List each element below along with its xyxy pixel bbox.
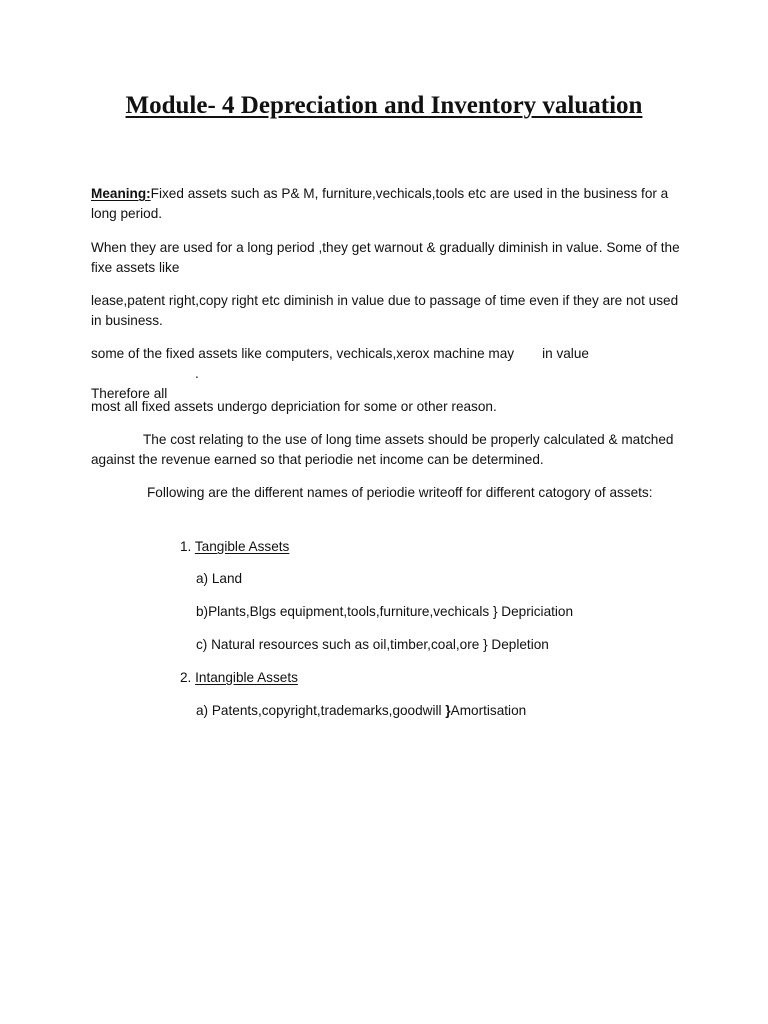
patents-suffix: Amortisation [450,703,527,718]
paragraph-depriciation: most all fixed assets undergo depriciation for some or other reason. [91,399,497,414]
list-subitem-patents [196,701,526,721]
paragraph-computers-c: . [195,366,199,381]
paragraph-computers-a: some of the fixed assets like computers, vechicals,xerox machine may [91,346,515,361]
list-subitem-land: a) Land [196,571,243,586]
paragraph-names [91,483,681,503]
list-subitem-natural-resources: c) Natural resources such as oil,timber,coal,ore } Depletion [196,637,549,652]
list-number-2: 2. [180,670,192,685]
page-title [0,90,768,122]
paragraph-cost-text: The cost relating to the use of long time assets should be properly calculated & matched against the revenue earned so that periodie net income can be determined. [91,432,674,467]
paragraph-lease: lease,patent right,copy right etc diminish in value due to passage of time even if they are not used in business. [91,293,679,328]
patents-brace: } [445,703,451,718]
tangible-assets-label: Tangible Assets [194,539,290,554]
list-item-tangible [180,537,289,557]
intangible-assets-label: Intangible Assets [195,670,298,685]
list-subitem-plants: b)Plants,Blgs equipment,tools,furniture,vechicals } Depriciation [196,604,574,619]
paragraph-names-text: Following are the different names of periodie writeoff for different catogory of assets: [147,485,653,500]
paragraph-computers-b: in value [542,346,589,361]
meaning-label: Meaning: [91,186,151,201]
page-title-text: Module- 4 Depreciation and Inventory valuation [125,92,643,119]
list-number-1: 1. [180,539,192,554]
meaning-text: Fixed assets such as P& M, furniture,vechicals,tools etc are used in the business for a long period. [91,186,669,221]
list-item-intangible [180,668,298,688]
meaning-paragraph [91,184,681,224]
paragraph-cost [91,430,681,470]
patents-text: a) Patents,copyright,trademarks,goodwill [196,703,446,718]
paragraph-computers [91,344,691,404]
paragraph-computers-d: Therefore all [91,386,168,401]
paragraph-warnout: When they are used for a long period ,they get warnout & gradually diminish in value. Some of the fixe assets like [91,240,680,275]
